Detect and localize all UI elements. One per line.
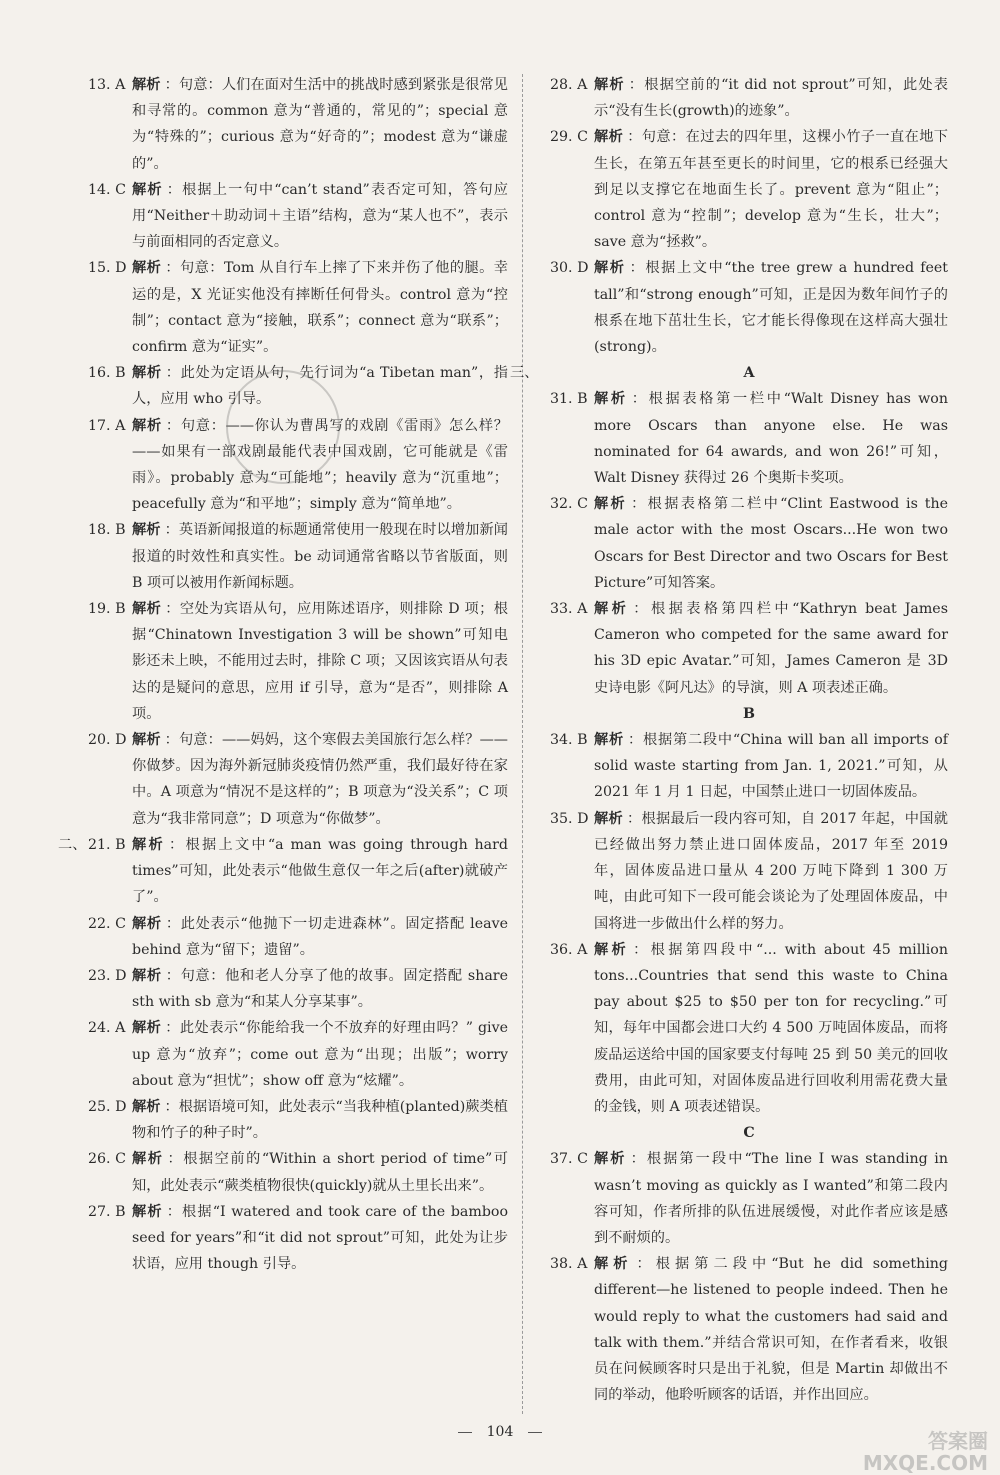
right-column [510, 72, 948, 1408]
watermark-logo [863, 1430, 988, 1474]
section-heading [550, 701, 948, 727]
answer-number: 35. D [550, 810, 589, 827]
answer-body [132, 596, 508, 727]
analysis-label: 解析 [132, 601, 162, 618]
answer-body [132, 177, 508, 256]
answer-item [88, 727, 508, 832]
answer-item [88, 596, 508, 727]
column-divider [522, 74, 523, 1414]
answer-number: 20. D [88, 732, 127, 749]
answer-item [88, 177, 508, 256]
answer-explanation: ：根据上一句中“can’t stand”表否定可知，答句应用“Neither＋助动词＋主语”结构，意为“某人也不”，表示与前面相同的否定意义。 [132, 181, 508, 251]
answer-explanation: ：根据第二段中“But he did something different—he listened to people indeed. Then he would reply to what the customers had said and talk with them.”并结合常识可知，在作者看来，收银员在问候顾客时只是出于礼貌，但是 Martin 却做出不同的举动，他聆听顾客的话语，并作出回应。 [594, 1256, 948, 1404]
analysis-label: 解析 [594, 810, 624, 827]
answer-body [132, 517, 508, 596]
answer-item [550, 386, 948, 491]
answer-body [132, 1094, 508, 1146]
answer-body [594, 1146, 948, 1251]
analysis-label: 解析 [132, 181, 163, 198]
page-footer [0, 1424, 1000, 1440]
answer-explanation: ：句意：他和老人分享了他的故事。固定搭配 share sth with sb 意为“和某人分享某事”。 [132, 967, 508, 1011]
answer-body [132, 911, 508, 963]
answer-explanation: ：根据语境可知，此处表示“当我种植(planted)蕨类植物和竹子的种子时”。 [132, 1098, 508, 1142]
answer-number: 19. B [88, 601, 126, 618]
answer-number: 34. B [550, 732, 588, 749]
analysis-label: 解析 [132, 732, 161, 749]
answer-explanation: ：根据表格第四栏中“Kathryn beat James Cameron who competed for the same award for his 3D epic Avatar.”可知，James Cameron 是 3D 史诗电影《阿凡达》的导演，则 A 项表述正确。 [594, 601, 948, 696]
left-column [58, 72, 508, 1277]
answer-number: 28. A [550, 77, 588, 93]
page-number: 104 [486, 1424, 514, 1440]
stamp-seal [226, 370, 340, 484]
answer-number: 33. A [550, 601, 588, 618]
answer-item [550, 806, 948, 937]
answer-explanation: ：根据最后一段内容可知，自 2017 年起，中国就已经做出努力禁止进口固体废品，2017 年至 2019 年，固体废品进口量从 4 200 万吨下降到 1 300 万吨，由此可知下一段可能会谈论为了处理固体废品，中国将进一步做出什么样的努力。 [594, 810, 948, 932]
analysis-label: 解析 [594, 601, 630, 618]
answer-number: 14. C [88, 181, 126, 198]
answer-item [550, 1146, 948, 1251]
footer-dash-right [528, 1432, 542, 1433]
answer-explanation: ：英语新闻报道的标题通常使用一般现在时以增加新闻报道的时效性和真实性。be 动词通常省略以节省版面，则 B 项可以被用作新闻标题。 [132, 522, 508, 591]
answer-explanation: ：根据第四段中“... with about 45 million tons...Countries that send this waste to China pay about $25 to $50 per ton for recycling.”可知，每年中国都会进口大约 4 500 万吨固体废品，而将废品运送给中国的国家要支付每吨 25 到 50 美元的回收费用，由此可知，对固体废品进行回收利用需花费大量的金钱，则 A 项表述错误。 [594, 941, 948, 1115]
answer-number: 27. B [88, 1203, 126, 1220]
analysis-label: 解析 [132, 967, 162, 984]
footer-dash-left [458, 1432, 472, 1433]
answer-number: 38. A [550, 1256, 588, 1273]
answer-item [550, 596, 948, 701]
answer-number: 18. B [88, 522, 126, 539]
answer-body [594, 937, 948, 1120]
watermark-line1: 答案圈 [928, 1429, 988, 1453]
answer-body [594, 1251, 948, 1408]
answer-body [594, 727, 948, 806]
answer-explanation: ：句意：——你认为曹禺写的戏剧《雷雨》怎么样？——如果有一部戏剧最能代表中国戏剧，它可能就是《雷雨》。probably 意为“可能地”；heavily 意为“沉重地”；peacefully 意为“和平地”；simply 意为“简单地”。 [132, 417, 508, 513]
answer-body [594, 386, 948, 491]
answer-number: 24. A [88, 1020, 126, 1037]
answer-number: 16. B [88, 365, 126, 382]
analysis-label: 解析 [594, 391, 628, 408]
answer-item [550, 255, 948, 360]
answer-body [132, 1199, 508, 1278]
answer-explanation: ：句意：——妈妈，这个寒假去美国旅行怎么样？——你做梦。因为海外新冠肺炎疫情仍然严重，我们最好待在家中。A 项意为“情况不是这样的”；B 项意为“没关系”；C 项意为“我非常同意”；D 项意为“你做梦”。 [132, 732, 508, 827]
answer-explanation: ：句意：Tom 从自行车上摔了下来并伤了他的腿。幸运的是，X 光证实他没有摔断任何骨头。control 意为“控制”；contact 意为“接触，联系”；connect 意为“联系”；confirm 意为“证实”。 [132, 260, 508, 356]
answer-body [132, 72, 508, 177]
answer-body [594, 491, 948, 596]
section-heading-text: B [743, 705, 755, 722]
answer-explanation: ：根据上文中“a man was going through hard times”可知，此处表示“他做生意仅一年之后(after)就破产了”。 [132, 836, 508, 906]
answer-explanation: ：根据第一段中“The line I was standing in wasn’t moving as quickly as I wanted”和第二段内容可知，作者所排的队伍进展缓慢，对此作者应该是感到不耐烦的。 [594, 1151, 948, 1246]
watermark-line2: MXQE.COM [862, 1451, 988, 1475]
answer-item [550, 491, 948, 596]
answer-body [594, 806, 948, 937]
answer-item [88, 255, 508, 360]
answer-number: 31. B [550, 391, 588, 408]
answer-item [550, 124, 948, 255]
answer-explanation: ：句意：人们在面对生活中的挑战时感到紧张是很常见和寻常的。common 意为“普通的，常见的”；special 意为“特殊的”；curious 意为“好奇的”；modest 意为“谦虚的”。 [132, 77, 508, 172]
analysis-label: 解析 [594, 496, 628, 513]
answer-body [132, 255, 508, 360]
answer-number: 37. C [550, 1151, 588, 1168]
answer-item [550, 727, 948, 806]
answer-explanation: ：空处为宾语从句，应用陈述语序，则排除 D 项；根据“Chinatown Investigation 3 will be shown”可知电影还未上映，不能用过去时，排除 C 项；又因该宾语从句表达的是疑问的意思，应用 if 引导，意为“是否”，则排除 A 项。 [132, 601, 508, 722]
answer-number: 15. D [88, 260, 127, 277]
analysis-label: 解析 [132, 77, 161, 93]
analysis-label: 解析 [132, 1020, 162, 1037]
answer-number: 22. C [88, 915, 126, 932]
section-number: 二、 [58, 836, 87, 853]
answer-number: 36. A [550, 941, 588, 958]
section-number: 三、 [510, 365, 539, 382]
analysis-label: 解析 [594, 260, 626, 277]
answer-explanation: ：根据“I watered and took care of the bamboo seed for years”和“it did not sprout”可知，此处为让步状语，应用 though 引导。 [132, 1203, 508, 1273]
answer-explanation: ：根据第二段中“China will ban all imports of solid waste starting from Jan. 1, 2021.”可知，从 2021 年 1 月 1 日起，中国禁止进口一切固体废品。 [594, 732, 948, 801]
answer-explanation: ：根据空前的“it did not sprout”可知，此处表示“没有生长(growth)的迹象”。 [594, 77, 948, 120]
analysis-label: 解析 [594, 1151, 627, 1168]
answer-body [132, 1015, 508, 1094]
answer-item [550, 1251, 948, 1408]
analysis-label: 解析 [594, 129, 624, 146]
answer-item [88, 1146, 508, 1198]
answer-explanation: ：根据空前的“Within a short period of time”可知，此处表示“蕨类植物很快(quickly)就从土里长出来”。 [132, 1151, 508, 1194]
answer-item [550, 937, 948, 1120]
analysis-label: 解析 [132, 836, 165, 853]
analysis-label: 解析 [594, 1256, 633, 1273]
analysis-label: 解析 [132, 915, 162, 932]
answer-number: 23. D [88, 967, 127, 984]
answer-body [132, 963, 508, 1015]
answer-explanation: ：此处表示“你能给我一个不放弃的好理由吗？” give up 意为“放弃”；come out 意为“出现；出版”；worry about 意为“担忧”；show off 意为“炫耀”。 [132, 1020, 508, 1089]
section-heading-text: C [743, 1125, 755, 1142]
answer-explanation: ：此处为定语从句，先行词为“a Tibetan man”，指人，应用 who 引导。 [132, 365, 508, 408]
answer-item [88, 963, 508, 1015]
analysis-label: 解析 [132, 365, 162, 382]
answer-item [58, 832, 508, 911]
analysis-label: 解析 [594, 77, 625, 93]
answer-body [132, 1146, 508, 1198]
answer-number: 17. A [88, 417, 126, 434]
analysis-label: 解析 [132, 1098, 161, 1115]
answer-number: 26. C [88, 1151, 126, 1168]
answer-item [88, 1199, 508, 1278]
answer-item [88, 911, 508, 963]
section-heading [510, 360, 948, 386]
answer-body [132, 727, 508, 832]
section-heading-text: A [743, 365, 755, 382]
answer-explanation: ：此处表示“他抛下一切走进森林”。固定搭配 leave behind 意为“留下；遗留”。 [132, 915, 508, 958]
answer-number: 32. C [550, 496, 588, 513]
answer-number: 21. B [88, 836, 126, 853]
answer-number: 30. D [550, 260, 589, 277]
answer-explanation: ：根据表格第二栏中“Clint Eastwood is the male actor with the most Oscars...He won two Oscars for Best Director and two Oscars for Best Picture”可知答案。 [594, 496, 948, 591]
answer-item [88, 1094, 508, 1146]
answer-item [550, 72, 948, 124]
analysis-label: 解析 [132, 522, 161, 539]
answer-item [88, 72, 508, 177]
analysis-label: 解析 [132, 260, 162, 277]
answer-number: 25. D [88, 1098, 127, 1115]
analysis-label: 解析 [132, 417, 162, 434]
answer-body [594, 72, 948, 124]
answer-explanation: ：句意：在过去的四年里，这棵小竹子一直在地下生长，在第五年甚至更长的时间里，它的根系已经强大到足以支撑它在地面生长了。prevent 意为“阻止”；control 意为“控制”；develop 意为“生长，壮大”；save 意为“拯救”。 [594, 129, 948, 251]
answer-explanation: ：根据上文中“the tree grew a hundred feet tall”和“strong enough”可知，正是因为数年间竹子的根系在地下茁壮生长，它才能长得像现在这样高大强壮(strong)。 [594, 260, 948, 356]
analysis-label: 解析 [594, 732, 624, 749]
answer-body [594, 255, 948, 360]
answer-number: 29. C [550, 129, 588, 146]
answer-item [88, 517, 508, 596]
answer-body [132, 832, 508, 911]
analysis-label: 解析 [132, 1203, 163, 1220]
answer-body [594, 596, 948, 701]
answer-number: 13. A [88, 77, 126, 93]
section-heading [550, 1120, 948, 1146]
answer-item [88, 1015, 508, 1094]
analysis-label: 解析 [132, 1151, 164, 1168]
answer-explanation: ：根据表格第一栏中“Walt Disney has won more Oscars than anyone else. He was nominated for 64 awards, and won 26!”可知，Walt Disney 获得过 26 个奥斯卡奖项。 [594, 391, 948, 487]
analysis-label: 解析 [594, 941, 630, 958]
answer-body [594, 124, 948, 255]
